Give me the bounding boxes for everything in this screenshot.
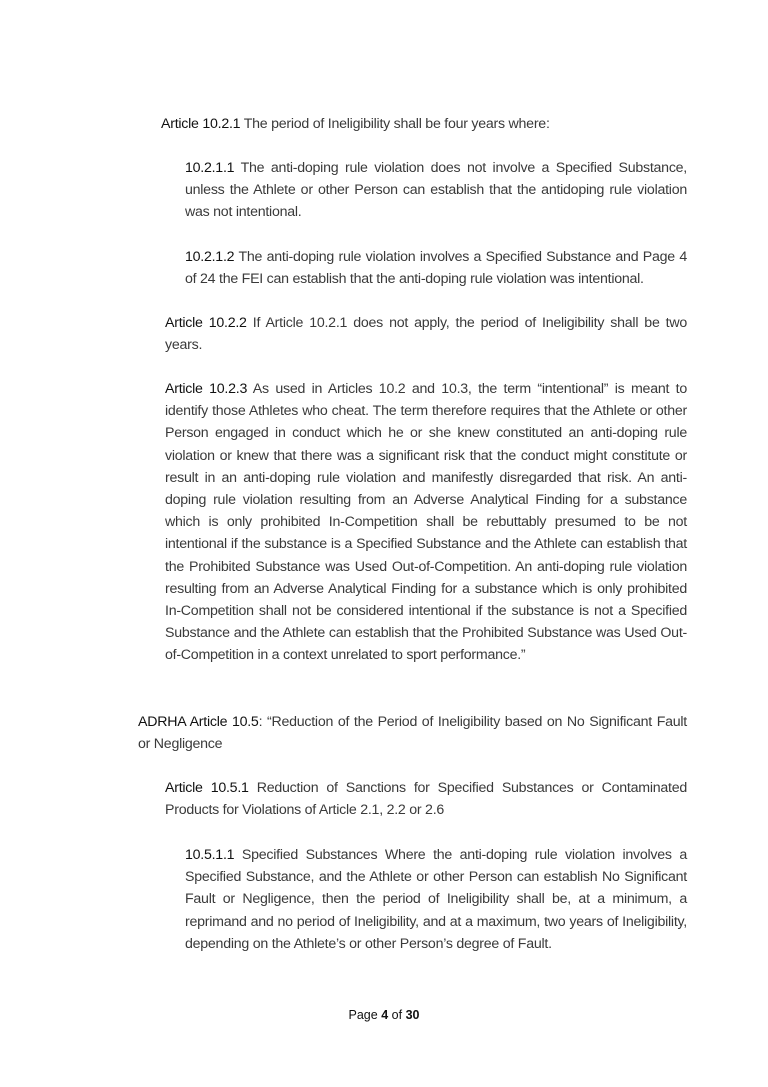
paragraph-text: : “Reduction of the Period of Ineligibility based on No Significant Fault or Negligence	[138, 714, 687, 753]
adrha-article-10-5-paragraph	[138, 711, 687, 755]
paragraph-label: 10.2.1.1	[185, 160, 235, 176]
paragraph-text: As used in Articles 10.2 and 10.3, the term “intentional” is meant to identify those Athletes who cheat. The term therefore requires that the Athlete or other Person engaged in conduct which he or she knew constituted an anti-doping rule violation or knew that there was a significant risk that the conduct might constitute or result in an anti-doping rule violation and manifestly disregarded that risk. An anti-doping rule violation resulting from an Adverse Analytical Finding for a substance which is only prohibited In-Competition shall be rebuttably presumed to be not intentional if the substance is a Specified Substance and the Athlete can establish that the Prohibited Substance was Used Out-of-Competition. An anti-doping rule violation resulting from an Adverse Analytical Finding for a substance which is only prohibited In-Competition shall not be considered intentional if the substance is not a Specified Substance and the Athlete can establish that the Prohibited Substance was Used Out-of-Competition in a context unrelated to sport performance.”	[165, 381, 687, 664]
paragraph-label: Article 10.5.1	[165, 780, 249, 796]
paragraph-label: 10.5.1.1	[185, 847, 235, 863]
article-10-2-1-paragraph	[161, 113, 701, 135]
article-10-2-2-paragraph	[165, 312, 687, 356]
total-page-count: 30	[405, 1008, 420, 1022]
paragraph-label: Article 10.2.3	[165, 381, 248, 397]
paragraph-label: Article 10.2.2	[165, 315, 247, 331]
article-10-2-3-paragraph	[165, 378, 687, 667]
article-10-2-1-2-paragraph	[185, 246, 687, 290]
paragraph-text: The period of Ineligibility shall be four years where:	[240, 116, 550, 132]
article-10-5-1-paragraph	[165, 777, 687, 821]
paragraph-text: Reduction of Sanctions for Specified Substances or Contaminated Products for Violations of Article 2.1, 2.2 or 2.6	[165, 780, 687, 819]
of-word: of	[391, 1008, 403, 1022]
paragraph-text: The anti-doping rule violation does not involve a Specified Substance, unless the Athlete or other Person can establish that the antidoping rule violation was not intentional.	[185, 160, 687, 221]
page-word: Page	[348, 1008, 378, 1022]
paragraph-label: 10.2.1.2	[185, 249, 235, 265]
article-10-2-1-1-paragraph	[185, 157, 687, 224]
paragraph-text: The anti-doping rule violation involves a Specified Substance and Page 4 of 24 the FEI can establish that the anti-doping rule violation was intentional.	[185, 249, 687, 288]
article-10-5-1-1-paragraph	[185, 844, 687, 955]
page-footer	[0, 1008, 768, 1022]
current-page-number: 4	[381, 1008, 389, 1022]
paragraph-label: Article 10.2.1	[161, 116, 241, 132]
paragraph-label: ADRHA Article 10.5	[138, 714, 259, 730]
paragraph-text: If Article 10.2.1 does not apply, the period of Ineligibility shall be two years.	[165, 315, 687, 354]
paragraph-text: Specified Substances Where the anti-doping rule violation involves a Specified Substance, and the Athlete or other Person can establish No Significant Fault or Negligence, then the period of Ineligibility shall be, at a minimum, a reprimand and no period of Ineligibility, and at a maximum, two years of Ineligibility, depending on the Athlete’s or other Person’s degree of Fault.	[185, 847, 687, 952]
